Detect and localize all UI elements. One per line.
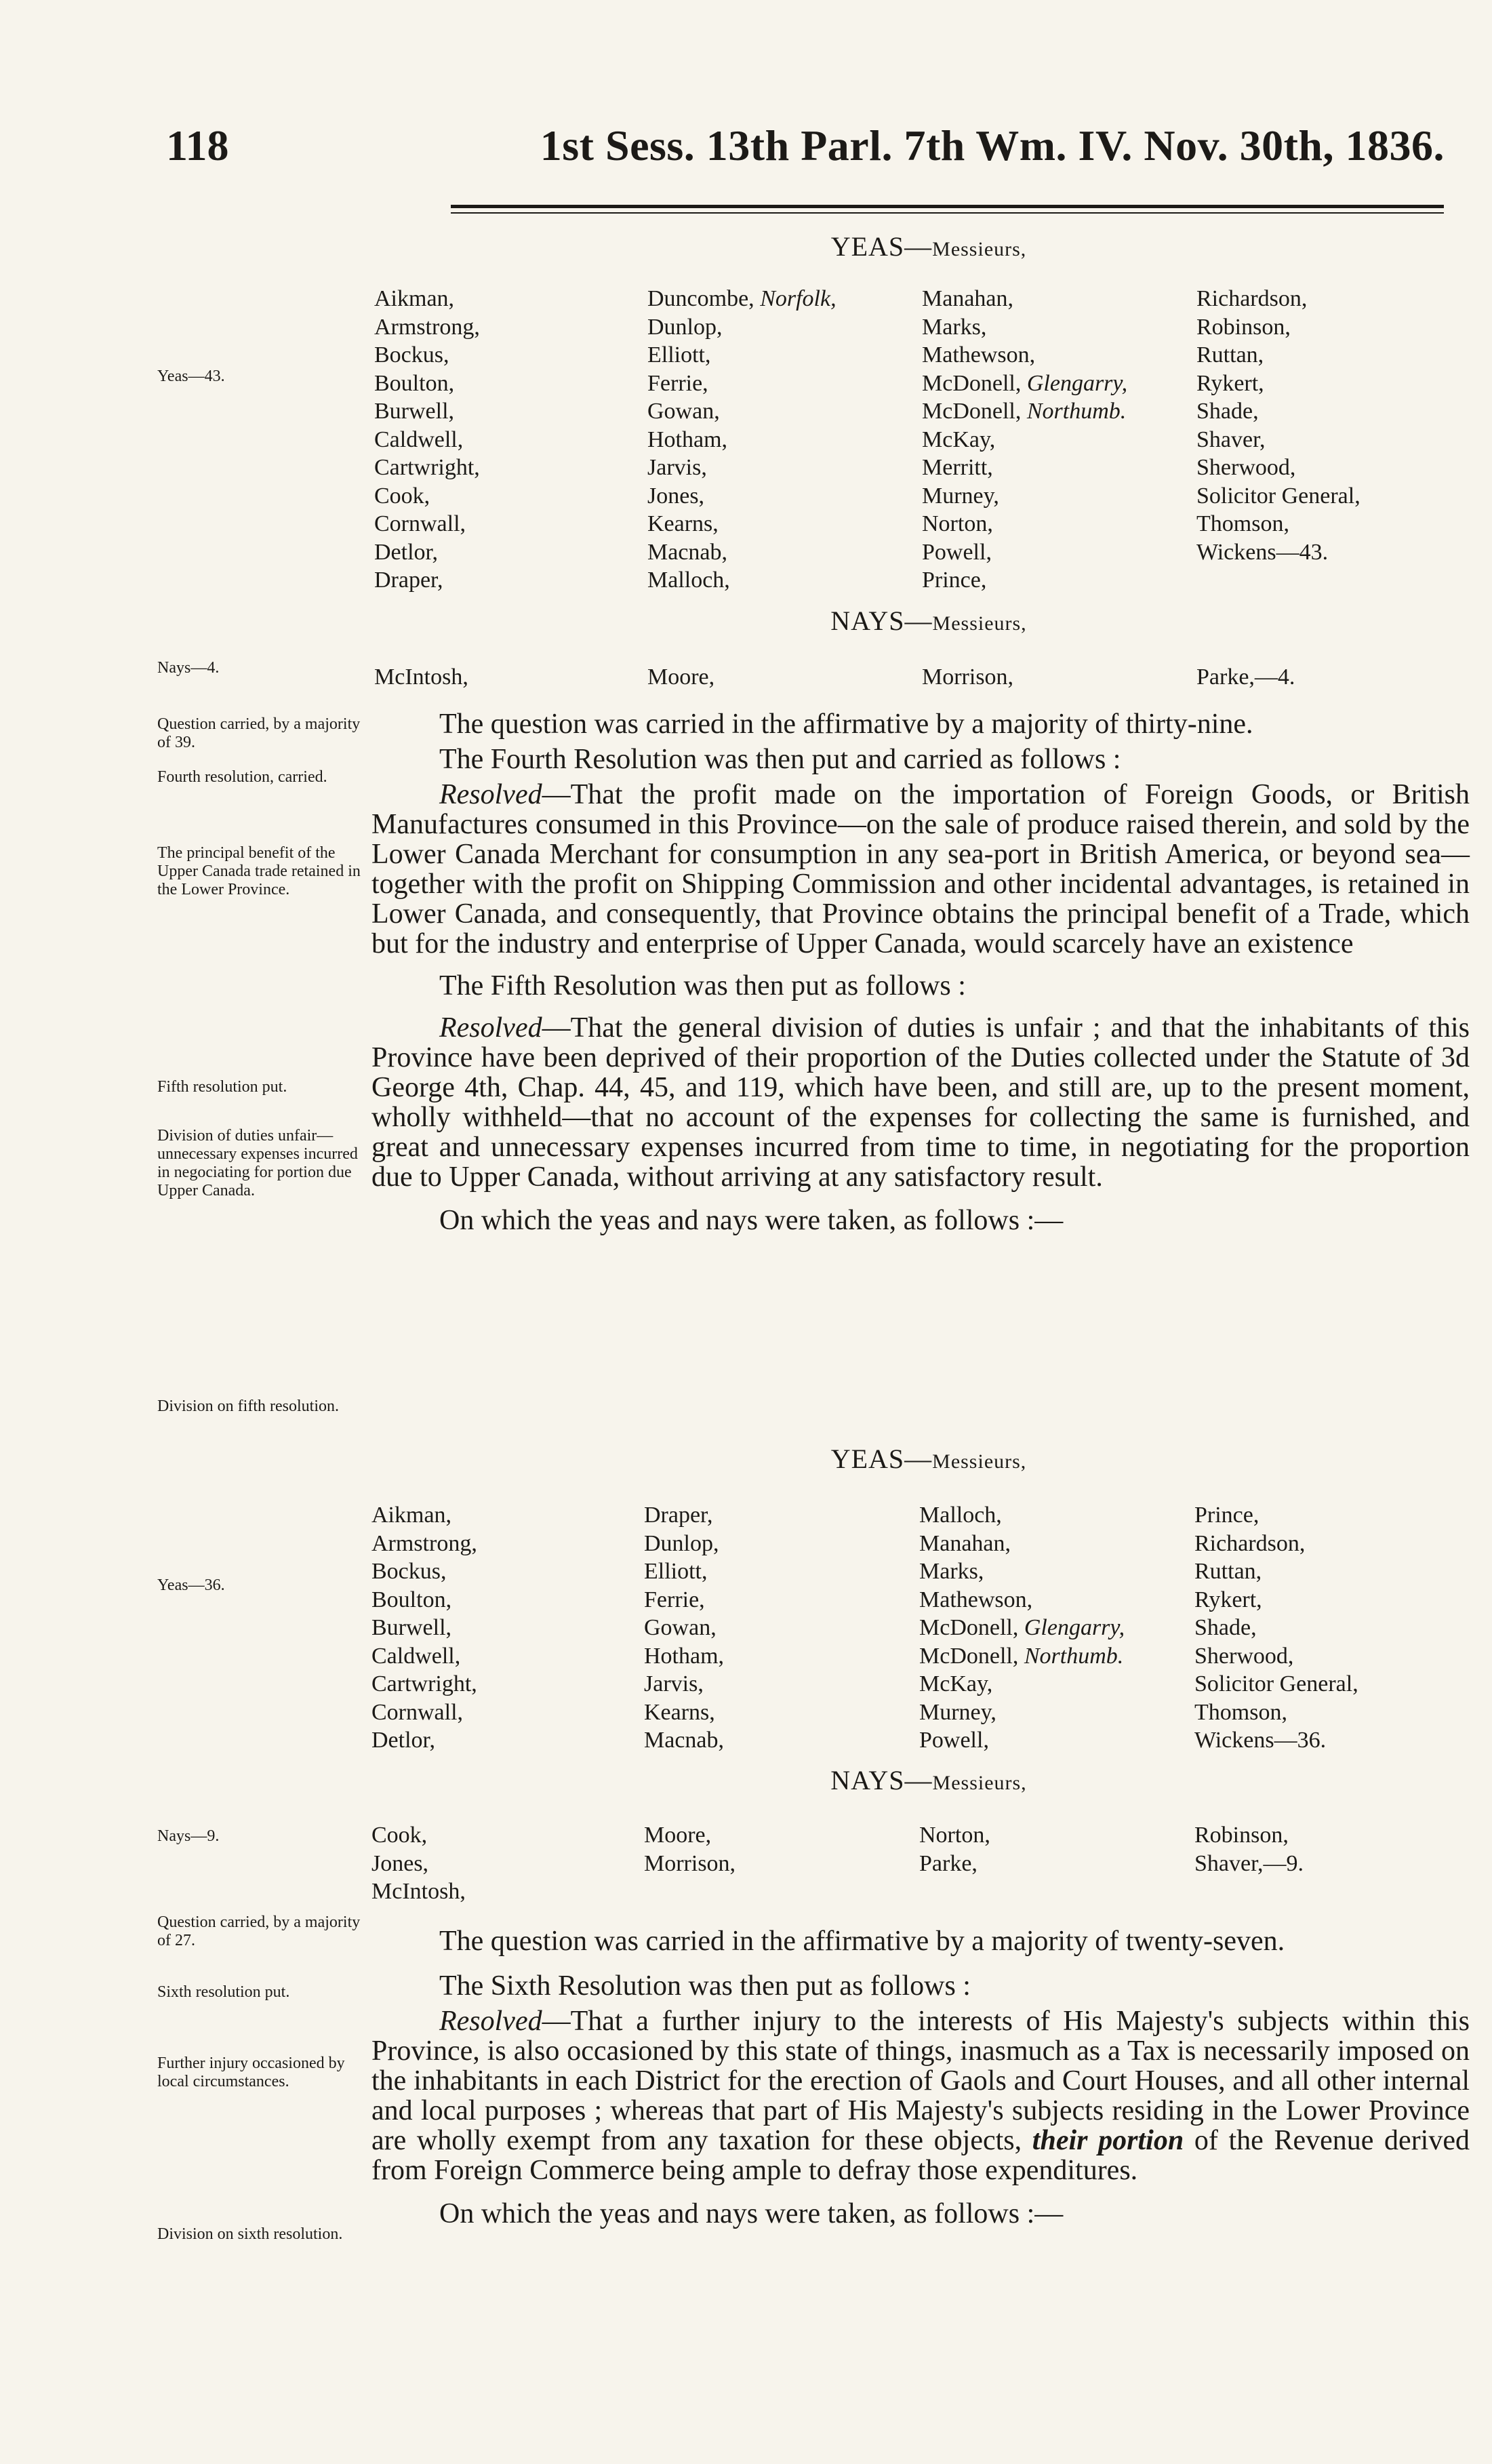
yeas-heading-2	[366, 1443, 1491, 1475]
member-name: Cook,	[374, 483, 430, 509]
header-rule-thick	[451, 205, 1444, 208]
member-name: Marks,	[922, 314, 987, 340]
member-name: Bockus,	[371, 1559, 447, 1584]
member-name: Cornwall,	[374, 511, 466, 536]
page-number: 118	[166, 121, 229, 170]
member-name: Ferrie,	[644, 1587, 705, 1612]
side-note-division-sixth: Division on sixth resolution.	[157, 2225, 343, 2243]
text-block-resolution-6	[371, 1926, 1470, 2229]
resolved-word: Resolved	[439, 2006, 542, 2037]
member-name: Norton,	[919, 1823, 990, 1848]
header-rule-thin	[451, 212, 1444, 214]
nays-column-4	[1194, 1821, 1304, 1877]
text-block-resolutions-4-5	[371, 709, 1470, 1235]
fourth-put-paragraph: The Fourth Resolution was then put and carried as follows :	[439, 744, 1121, 775]
nays-heading-1	[366, 605, 1491, 637]
member-name: Richardson,	[1194, 1530, 1306, 1556]
member-name: Dunlop,	[647, 314, 723, 340]
member-name: Shaver,—9.	[1194, 1850, 1304, 1876]
sixth-resolution-text-b: of the Revenue derived from Foreign Commerce being ample to defray those expenditures.	[371, 2125, 1470, 2186]
resolved-word: Resolved	[439, 1012, 542, 1044]
member-name: Bockus,	[374, 342, 449, 367]
member-name: Macnab,	[647, 539, 728, 565]
member-name: Aikman,	[374, 286, 455, 311]
member-name: Murney,	[919, 1699, 996, 1725]
member-name: Morrison,	[922, 664, 1014, 690]
member-name: Parke,	[919, 1850, 977, 1876]
member-name: Mathewson,	[922, 342, 1036, 367]
member-name: Caldwell,	[374, 426, 464, 452]
member-name: Armstrong,	[374, 314, 480, 340]
sixth-resolution-paragraph	[371, 2006, 1470, 2185]
their-portion-emphasis: their portion	[1032, 2125, 1184, 2156]
member-name: Robinson,	[1194, 1823, 1289, 1848]
yeas-column-1	[371, 1501, 477, 1755]
member-name: Solicitor General,	[1196, 483, 1360, 509]
member-name: Moore,	[644, 1823, 712, 1848]
member-name: McDonell, Glengarry,	[919, 1615, 1125, 1640]
member-name: Moore,	[647, 664, 715, 690]
side-note-principal-benefit: The principal benefit of the Upper Canada trade retained in the Lower Province.	[157, 844, 361, 898]
fifth-resolution-text: —That the general division of duties is unfair ; and that the inhabitants of this Province have been deprived of their proportion of the Duties collected under the Statute of 3d George 4th, Chap. 44, 45, and 119, which have been, and still are, up to the present moment, wholly withheld—that no account of the expenses for collecting the same is furnished, and great and unnecessary expenses incurred from time to time, in negotiating for the proportion due to Upper Canada, without arriving at any satisfactory result.	[371, 1012, 1470, 1193]
yeas-column-1	[374, 285, 480, 595]
member-name: Powell,	[922, 539, 992, 565]
nays-column-1	[374, 663, 468, 692]
member-name: Thomson,	[1196, 511, 1289, 536]
member-name: Manahan,	[919, 1530, 1011, 1556]
member-name: McKay,	[919, 1671, 993, 1696]
member-name: Robinson,	[1196, 314, 1291, 340]
member-name: Kearns,	[647, 511, 719, 536]
yeas-column-4	[1194, 1501, 1358, 1755]
member-name: Thomson,	[1194, 1699, 1287, 1725]
side-note-yeas-36: Yeas—36.	[157, 1576, 225, 1594]
member-name: Elliott,	[647, 342, 711, 367]
member-name: Boulton,	[374, 370, 455, 396]
member-name: Burwell,	[371, 1615, 452, 1640]
side-note-nays-9: Nays—9.	[157, 1827, 220, 1845]
fourth-resolution-text: —That the profit made on the importation of Foreign Goods, or British Manufactures consumed in this Province—on the sale of produce raised therein, and sold by the Lower Canada Merchant for consumption in any sea-port in British America, or beyond sea—together with the profit on Shipping Commission and other incidental advantages, is retained in Lower Canada, and consequently, that Province obtains the principal benefit of a Trade, which but for the industry and enterprise of Upper Canada, would scarcely have an existence	[371, 779, 1470, 959]
sixth-put-paragraph: The Sixth Resolution was then put as follows :	[439, 1970, 971, 2002]
nays-heading-smallcaps: Messieurs,	[932, 612, 1027, 635]
member-name: Armstrong,	[371, 1530, 477, 1556]
member-name: Marks,	[919, 1559, 984, 1584]
member-name: Draper,	[644, 1503, 713, 1528]
member-name: Kearns,	[644, 1699, 715, 1725]
member-name: Cornwall,	[371, 1699, 464, 1725]
side-note-fourth-carried: Fourth resolution, carried.	[157, 768, 327, 786]
yeas-heading-smallcaps: Messieurs,	[932, 1450, 1027, 1473]
side-note-sixth-put: Sixth resolution put.	[157, 1983, 290, 2001]
member-name: Aikman,	[371, 1503, 452, 1528]
member-name: Cook,	[371, 1823, 428, 1848]
member-name: Jarvis,	[644, 1671, 704, 1696]
resolved-word: Resolved	[439, 779, 542, 810]
member-name: McDonell, Glengarry,	[922, 370, 1128, 396]
side-note-division-duties: Division of duties unfair—unnecessary expenses incurred in negociating for portion due Upper Canada.	[157, 1127, 358, 1199]
yeas-column-3	[922, 285, 1127, 595]
member-name: McIntosh,	[374, 664, 468, 690]
carried-27-paragraph: The question was carried in the affirmative by a majority of twenty-seven.	[439, 1926, 1285, 1957]
member-name: McDonell, Northumb.	[919, 1643, 1124, 1669]
member-name: Wickens—43.	[1196, 539, 1329, 565]
member-name: Jones,	[371, 1850, 429, 1876]
page-header	[166, 121, 1445, 182]
yeas-heading-1	[366, 231, 1491, 262]
member-name: Ruttan,	[1196, 342, 1264, 367]
member-name: Richardson,	[1196, 286, 1308, 311]
nays-heading-main: NAYS—	[830, 605, 933, 636]
nays-column-1	[371, 1821, 466, 1906]
sixth-resolution-text-a: —That a further injury to the interests of His Majesty's subjects within this Province, is also occasioned by this state of things, inasmuch as a Tax is necessarily imposed on the inhabitants in each District for the erection of Gaols and Court Houses, and all other internal and local purposes ; whereas that part of His Majesty's subjects residing in the Lower Province are wholly exempt from any taxation for these objects,	[371, 2006, 1470, 2156]
yeas-column-2	[644, 1501, 724, 1755]
side-note-division-fifth: Division on fifth resolution.	[157, 1397, 339, 1415]
member-name: Caldwell,	[371, 1643, 461, 1669]
member-name: Boulton,	[371, 1587, 452, 1612]
yeas-column-4	[1196, 285, 1360, 566]
on-which-paragraph-1: On which the yeas and nays were taken, as follows :—	[439, 1205, 1064, 1236]
member-name: Detlor,	[374, 539, 438, 565]
member-name: Prince,	[922, 568, 987, 593]
side-note-carried-27: Question carried, by a majority of 27.	[157, 1913, 361, 1949]
member-name: Prince,	[1194, 1503, 1259, 1528]
fourth-resolution-paragraph	[371, 780, 1470, 959]
member-name: Burwell,	[374, 399, 455, 424]
member-name: Draper,	[374, 568, 443, 593]
side-note-carried-39: Question carried, by a majority of 39.	[157, 715, 361, 751]
side-note-further-injury: Further injury occasioned by local circumstances.	[157, 2054, 345, 2090]
fifth-resolution-paragraph	[371, 1013, 1470, 1192]
member-name: Norton,	[922, 511, 993, 536]
member-name: Ruttan,	[1194, 1559, 1262, 1584]
member-name: Mathewson,	[919, 1587, 1033, 1612]
member-name: Morrison,	[644, 1850, 736, 1876]
member-name: Shaver,	[1196, 426, 1266, 452]
member-name: Macnab,	[644, 1728, 725, 1753]
member-name: McDonell, Northumb.	[922, 399, 1127, 424]
member-name: Manahan,	[922, 286, 1014, 311]
member-name: Jones,	[647, 483, 705, 509]
member-name: Cartwright,	[371, 1671, 477, 1696]
member-name: Duncombe, Norfolk,	[647, 286, 836, 311]
member-name: Elliott,	[644, 1559, 708, 1584]
side-note-fifth-put: Fifth resolution put.	[157, 1078, 287, 1096]
nays-column-2	[647, 663, 714, 692]
nays-column-2	[644, 1821, 735, 1877]
member-name: Parke,—4.	[1196, 664, 1295, 690]
yeas-heading-smallcaps: Messieurs,	[932, 238, 1027, 260]
member-name: Solicitor General,	[1194, 1671, 1358, 1696]
member-name: Gowan,	[644, 1615, 717, 1640]
yeas-column-3	[919, 1501, 1125, 1755]
nays-column-4	[1196, 663, 1295, 692]
member-name: Shade,	[1196, 399, 1259, 424]
yeas-heading-main: YEAS—	[830, 231, 933, 262]
member-name: Shade,	[1194, 1615, 1257, 1640]
fifth-put-paragraph: The Fifth Resolution was then put as follows :	[439, 970, 966, 1001]
nays-heading-2	[366, 1764, 1491, 1796]
member-name: Malloch,	[919, 1503, 1002, 1528]
member-name: McKay,	[922, 426, 996, 452]
member-name: Jarvis,	[647, 455, 707, 480]
member-name: Hotham,	[647, 426, 728, 452]
member-name: Sherwood,	[1194, 1643, 1294, 1669]
nays-heading-smallcaps: Messieurs,	[932, 1772, 1027, 1794]
member-name: Wickens—36.	[1194, 1728, 1327, 1753]
member-name: Gowan,	[647, 399, 720, 424]
member-name: Malloch,	[647, 568, 730, 593]
running-title: 1st Sess. 13th Parl. 7th Wm. IV. Nov. 30th, 1836.	[540, 121, 1445, 170]
member-name: Powell,	[919, 1728, 989, 1753]
member-name: McIntosh,	[371, 1879, 466, 1904]
member-name: Hotham,	[644, 1643, 725, 1669]
member-name: Detlor,	[371, 1728, 435, 1753]
member-name: Ferrie,	[647, 370, 708, 396]
yeas-heading-main: YEAS—	[830, 1444, 933, 1474]
nays-column-3	[919, 1821, 990, 1877]
member-name: Rykert,	[1196, 370, 1264, 396]
member-name: Rykert,	[1194, 1587, 1262, 1612]
member-name: Merritt,	[922, 455, 993, 480]
member-name: Dunlop,	[644, 1530, 719, 1556]
side-note-yeas-43: Yeas—43.	[157, 367, 225, 385]
nays-column-3	[922, 663, 1013, 692]
member-name: Murney,	[922, 483, 999, 509]
nays-heading-main: NAYS—	[830, 1765, 933, 1795]
member-name: Sherwood,	[1196, 455, 1296, 480]
member-name: Cartwright,	[374, 455, 480, 480]
side-note-nays-4: Nays—4.	[157, 659, 220, 677]
yeas-column-2	[647, 285, 836, 595]
carried-39-paragraph: The question was carried in the affirmative by a majority of thirty-nine.	[439, 709, 1253, 740]
on-which-paragraph-2: On which the yeas and nays were taken, as follows :—	[439, 2198, 1064, 2229]
